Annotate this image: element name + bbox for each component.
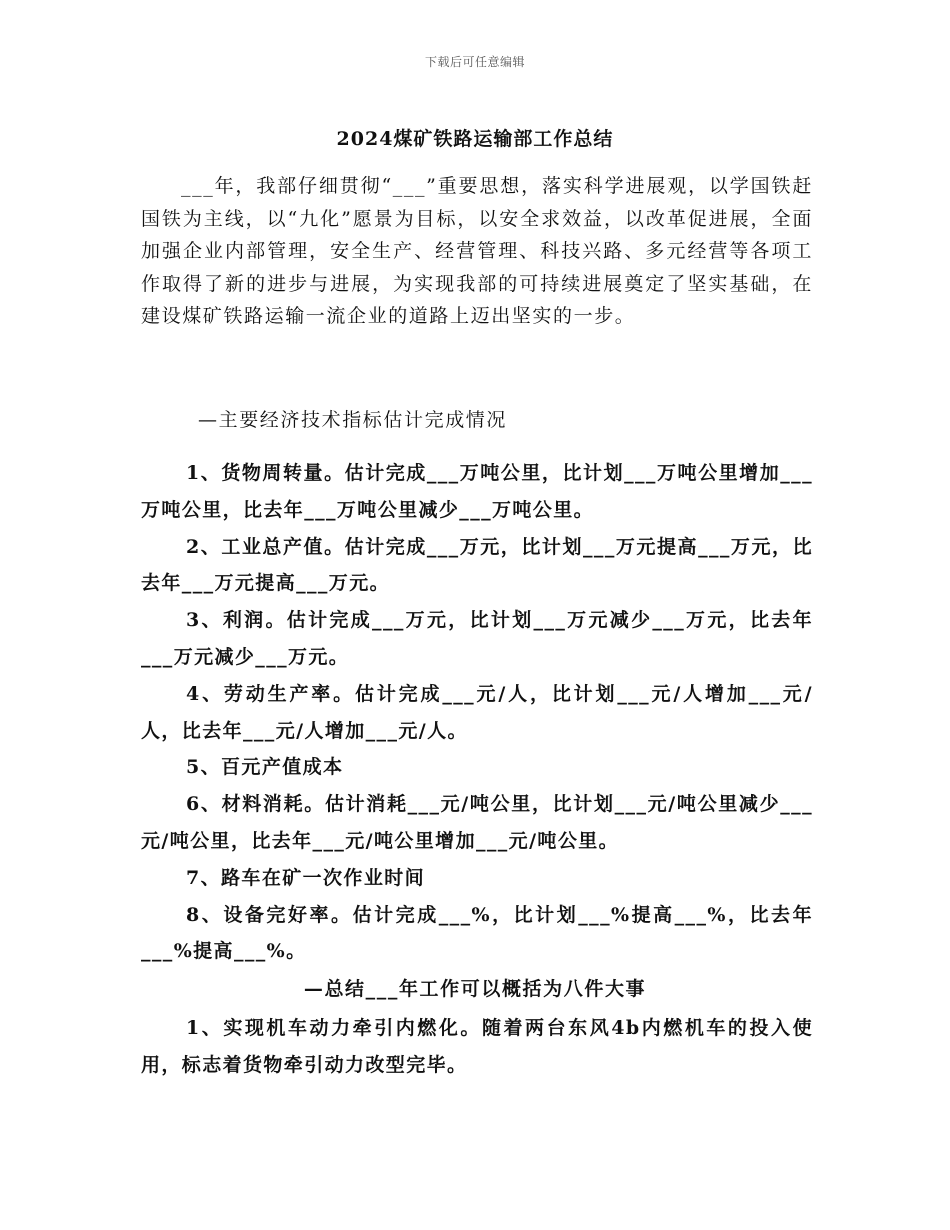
- indicator-item: 5、百元产值成本: [186, 756, 344, 779]
- indicator-item: 7、路车在矿一次作业时间: [186, 866, 426, 889]
- section-heading-summary: —总结___年工作可以概括为八件大事: [303, 978, 647, 1000]
- indicator-item: 2、工业总产值。估计完成___万元，比计划___万元提高___万元，比去年___万元提高___万元。: [141, 535, 813, 595]
- indicator-list: [141, 455, 813, 970]
- indicator-item: 8、设备完好率。估计完成___%，比计划___%提高___%，比去年___%提高___%。: [141, 903, 813, 963]
- indicator-item: 4、劳动生产率。估计完成___元/人，比计划___元/人增加___元/人，比去年___元/人增加___元/人。: [141, 682, 813, 742]
- header-note: 下载后可任意编辑: [424, 55, 525, 69]
- indicator-item: 1、货物周转量。估计完成___万吨公里，比计划___万吨公里增加___万吨公里，比去年___万吨公里减少___万吨公里。: [141, 462, 813, 521]
- indicator-item: 6、材料消耗。估计消耗___元/吨公里，比计划___元/吨公里减少___元/吨公里，比去年___元/吨公里增加___元/吨公里。: [141, 793, 813, 852]
- section-heading-indicators: —主要经济技术指标估计完成情况: [198, 409, 508, 431]
- indicator-item: 3、利润。估计完成___万元，比计划___万元减少___万元，比去年___万元减少___万元。: [141, 609, 813, 668]
- document-title: 2024煤矿铁路运输部工作总结: [336, 128, 614, 150]
- summary-list: [141, 1010, 813, 1084]
- summary-item: 1、实现机车动力牵引内燃化。随着两台东风4b内燃机车的投入使用，标志着货物牵引动力改型完毕。: [141, 1017, 813, 1076]
- intro-paragraph: ___年，我部仔细贯彻“___”重要思想，落实科学进展观，以学国铁赶国铁为主线，以“九化”愿景为目标，以安全求效益，以改革促进展，全面加强企业内部管理，安全生产、经营管理、科技兴路、多元经营等各项工作取得了新的进步与进展，为实现我部的可持续进展奠定了坚实基础，在建设煤矿铁路运输一流企业的道路上迈出坚实的一步。: [141, 175, 813, 327]
